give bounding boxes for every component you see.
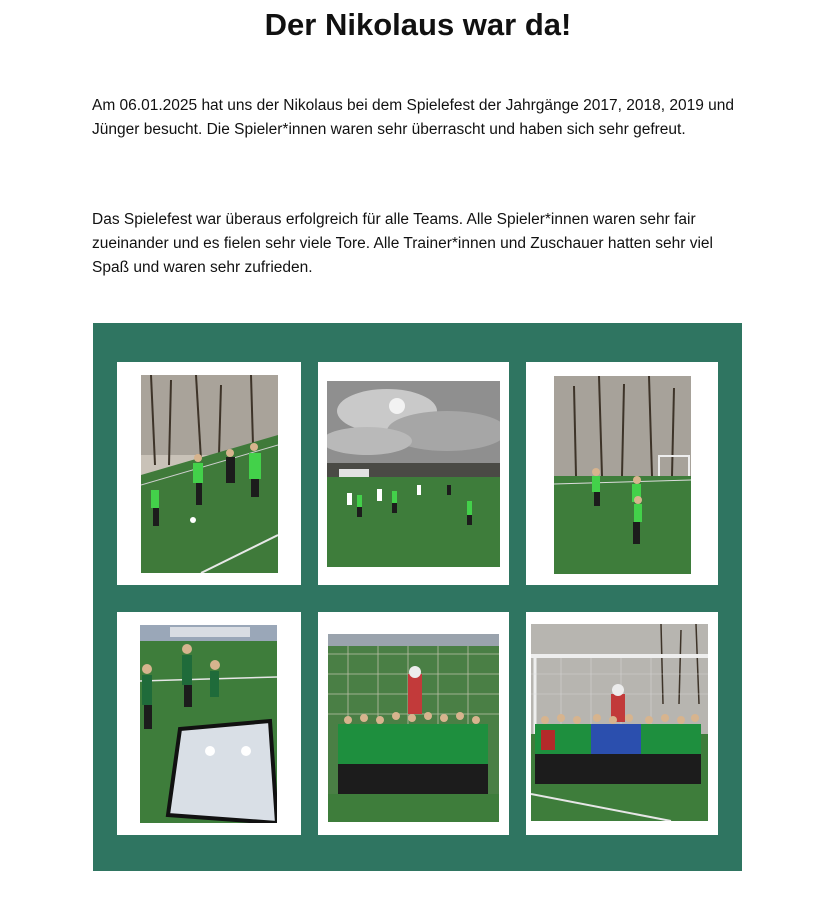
gallery-photo-frame-2[interactable] — [318, 362, 509, 585]
page-title: Der Nikolaus war da! — [264, 7, 572, 42]
gallery-photo-frame-5[interactable] — [318, 612, 509, 835]
mini-goal-photo-icon — [140, 625, 277, 823]
football-field-sky-photo-icon — [327, 381, 500, 567]
summary-paragraph: Das Spielefest war überaus erfolgreich für alle Teams. Alle Spieler*innen waren sehr fair zueinander und es fielen sehr viele Tore. Alle Trainer*innen und Zuschauer hatten sehr viel Spaß und waren sehr zufrieden. — [92, 211, 713, 276]
intro-paragraph: Am 06.01.2025 hat uns der Nikolaus bei dem Spielefest der Jahrgänge 2017, 2018, 2019 und Jünger besucht. Die Spieler*innen waren sehr überrascht und haben sich sehr gefreut. — [92, 97, 734, 138]
gallery-photo-frame-4[interactable] — [117, 612, 301, 835]
gallery-photo-frame-6[interactable] — [526, 612, 718, 835]
team-with-nikolaus-photo-icon — [328, 634, 499, 822]
football-match-photo-icon — [141, 375, 278, 573]
gallery-photo-frame-1[interactable] — [117, 362, 301, 585]
gallery-photo-frame-3[interactable] — [526, 362, 718, 585]
photo-gallery — [93, 323, 742, 871]
football-players-photo-icon — [554, 376, 691, 574]
group-with-nikolaus-photo-icon — [531, 624, 708, 821]
